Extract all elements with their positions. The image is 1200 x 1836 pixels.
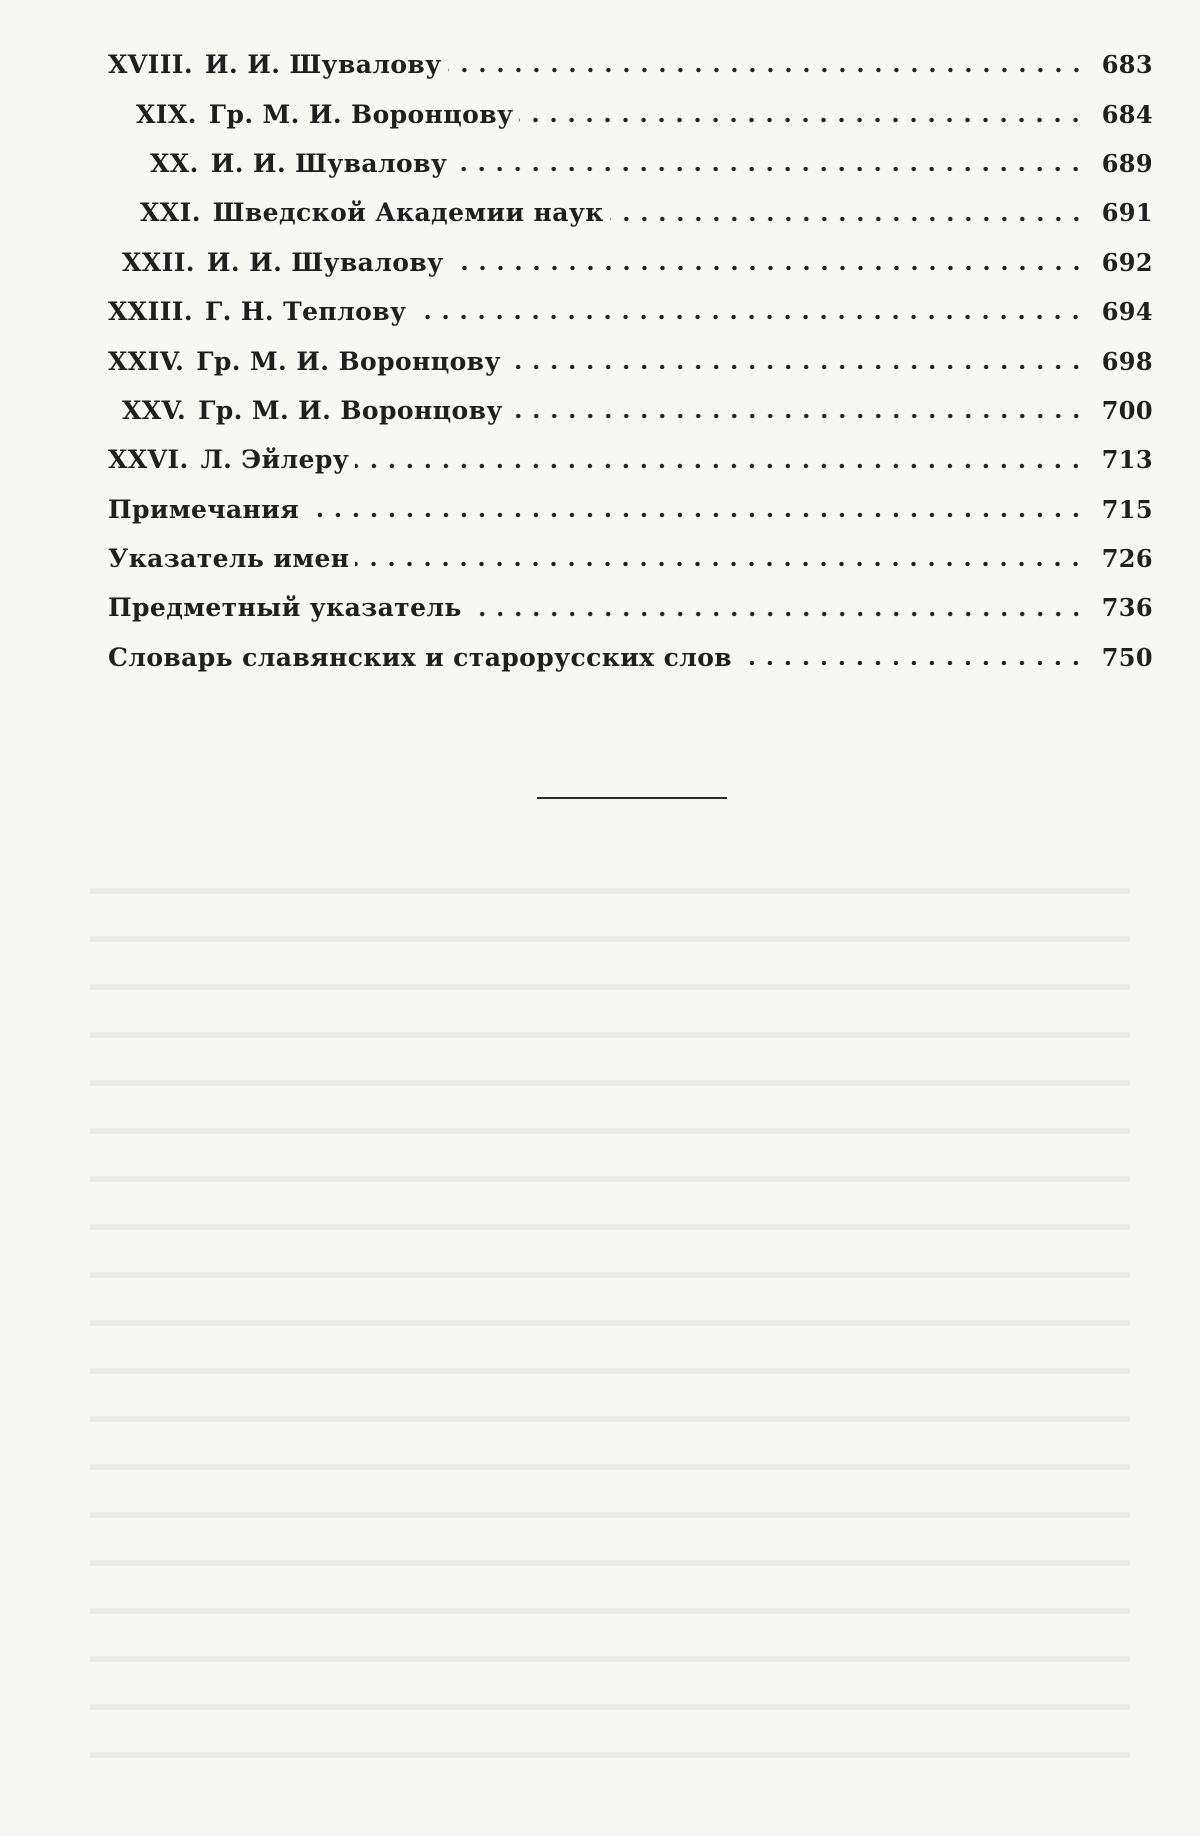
toc-entry-title: И. И. Шувалову: [206, 247, 444, 277]
toc-entry-title: Гр. М. И. Воронцову: [196, 346, 501, 376]
dot-leader: [468, 609, 1085, 619]
dot-leader: [507, 362, 1085, 372]
toc-entry-number: XXIII.: [108, 297, 193, 327]
toc-entry-number: XIX.: [136, 99, 197, 129]
toc-entry-page-number: 691: [1101, 198, 1153, 228]
dot-leader: [610, 214, 1085, 224]
toc-entry-title: Предметный указатель: [108, 593, 462, 623]
toc-entry-title: Примечания: [108, 494, 300, 524]
toc-entry-title: Гр. М. И. Воронцову: [208, 99, 514, 129]
toc-entry-title: И. И. Шувалову: [210, 148, 448, 178]
toc-entry: [108, 435, 1153, 484]
toc-entry-page-number: 736: [1101, 593, 1153, 623]
toc-entry-title: Л. Эйлеру: [200, 445, 350, 475]
toc-entry-title: Гр. М. И. Воронцову: [198, 395, 503, 425]
toc-entry: [108, 534, 1153, 583]
toc-entry-number: XX.: [150, 148, 199, 178]
toc-entry-page-number: 750: [1101, 642, 1153, 672]
toc-entry: [108, 238, 1153, 287]
toc-entry-page-number: 715: [1101, 494, 1153, 524]
toc-entry: [108, 485, 1153, 534]
toc-entry-page-number: 692: [1101, 247, 1153, 277]
dot-leader: [305, 510, 1085, 520]
dot-leader: [453, 164, 1085, 174]
section-divider: [537, 797, 727, 799]
toc-entry-number: XVIII.: [108, 50, 193, 80]
dot-leader: [450, 263, 1086, 273]
toc-entry: [108, 386, 1153, 435]
toc-entry-number: XXVI.: [108, 445, 189, 475]
dot-leader: [738, 658, 1085, 668]
toc-entry-page-number: 694: [1101, 297, 1153, 327]
toc-entry-number: XXII.: [122, 247, 195, 277]
toc-entry: [108, 287, 1153, 336]
toc-entry-page-number: 683: [1101, 50, 1153, 80]
dot-leader: [519, 115, 1085, 125]
toc-entry-title: Г. Н. Теплову: [204, 297, 407, 327]
toc-entry-number: XXIV.: [108, 346, 185, 376]
toc-entry-page-number: 689: [1101, 148, 1153, 178]
toc-entry-title: И. И. Шувалову: [204, 50, 442, 80]
bleed-through-shadow: [90, 860, 1130, 1760]
toc-entry-title: Указатель имен: [108, 544, 350, 574]
toc-entry-number: XXV.: [122, 395, 187, 425]
toc-entry-page-number: 700: [1101, 395, 1153, 425]
dot-leader: [355, 559, 1085, 569]
toc-entry-page-number: 713: [1101, 445, 1153, 475]
toc-entry-title: Шведской Академии наук: [212, 198, 604, 228]
toc-entry-page-number: 698: [1101, 346, 1153, 376]
dot-leader: [448, 65, 1085, 75]
dot-leader: [509, 411, 1085, 421]
dot-leader: [355, 461, 1085, 471]
toc-entry-page-number: 726: [1101, 544, 1153, 574]
dot-leader: [412, 312, 1085, 322]
toc-entry: [108, 336, 1153, 385]
toc-entry-page-number: 684: [1101, 99, 1153, 129]
toc-entry: [108, 139, 1153, 188]
table-of-contents: [108, 40, 1153, 682]
toc-entry: [108, 89, 1153, 138]
toc-entry-number: XXI.: [140, 198, 201, 228]
toc-entry: [108, 40, 1153, 89]
toc-entry: [108, 188, 1153, 237]
toc-entry-title: Словарь славянских и старорусских слов: [108, 642, 733, 672]
toc-entry: [108, 633, 1153, 682]
toc-entry: [108, 583, 1153, 632]
